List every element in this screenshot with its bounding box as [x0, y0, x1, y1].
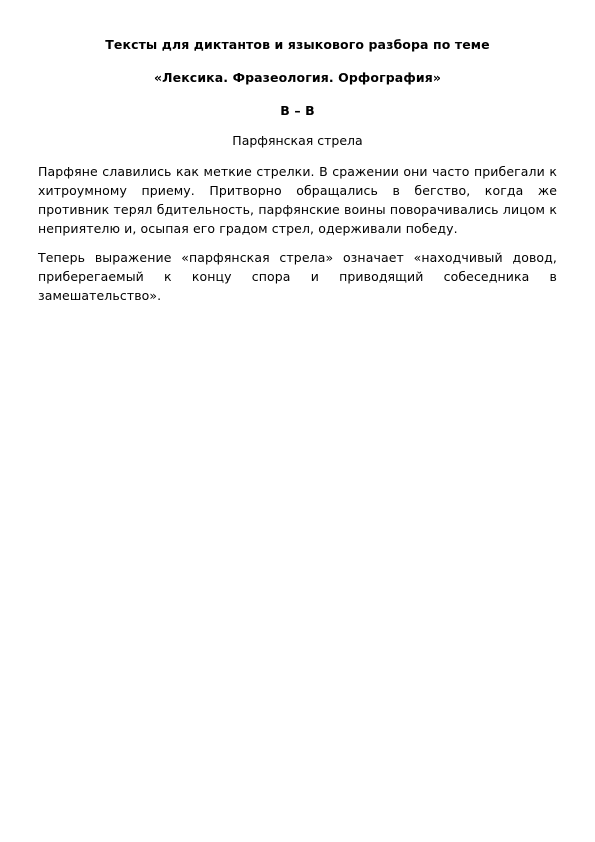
document-heading-line-2: «Лексика. Фразеология. Орфография»: [153, 70, 441, 85]
paragraph-1: Парфяне славились как меткие стрелки. В сражении они часто прибегали к хитроумному приему. Притворно обращались в бегство, когда же противник терял бдительность, парфянские воины поворачивались лицом к неприятелю и, осыпая его градом стрел, одерживали победу.: [38, 164, 557, 236]
paragraph-2: Теперь выражение «парфянская стрела» означает «находчивый довод, приберегаемый к концу спора и приводящий собеседника в замешательство».: [38, 250, 557, 303]
text-title: Парфянская стрела: [232, 133, 363, 148]
document-heading-line-1: Тексты для диктантов и языкового разбора по теме: [105, 37, 490, 52]
variant-label: В – В: [280, 103, 315, 118]
